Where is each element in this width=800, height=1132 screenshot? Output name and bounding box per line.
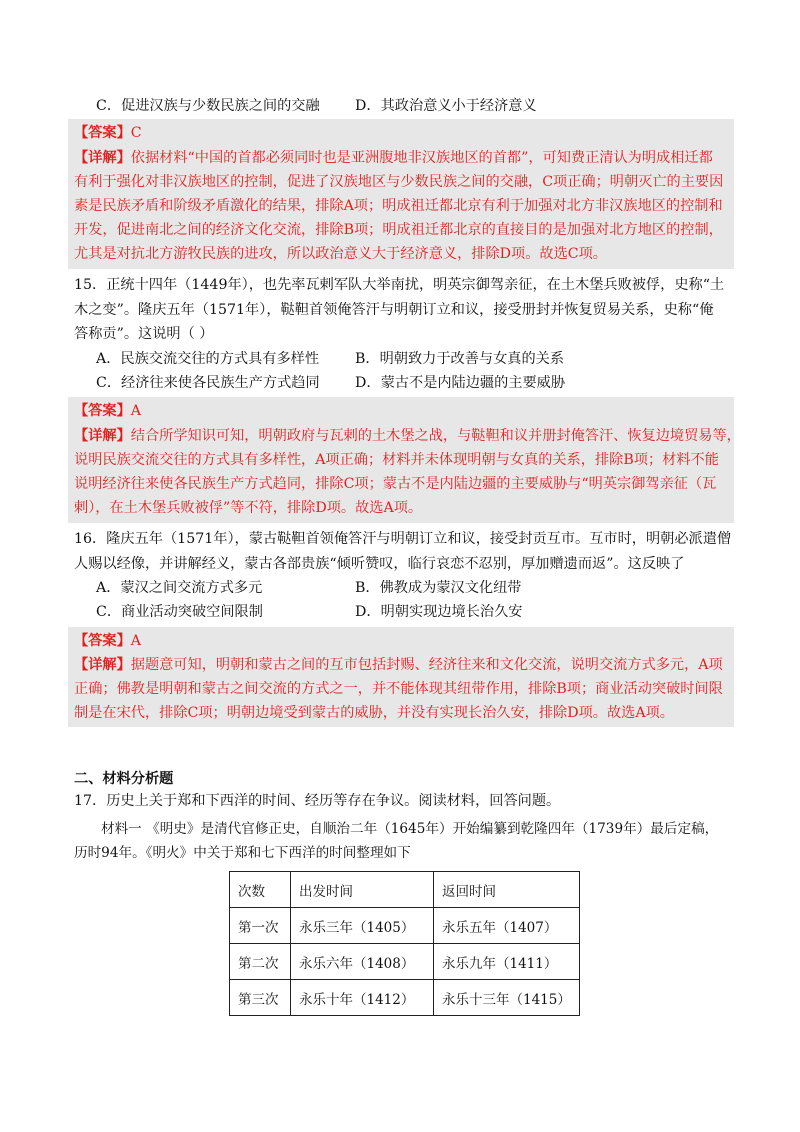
q15-stem-line-1: 15．正统十四年（1449年），也先率瓦剌军队大举南扰，明英宗御驾亲征，在土木堡兵败被俘，史称“土: [74, 277, 725, 293]
q14-detail-line-2: 有利于强化对非汉族地区的控制，促进了汉族地区与少数民族之间的交融，C项正确；明朝灭亡的主要因: [74, 174, 724, 190]
q15-option-b: B．明朝致力于改善与女真的关系: [355, 351, 565, 367]
q15-detail-line-1: 【详解】结合所学知识可知，明朝政府与瓦剌的土木堡之战，与鞑靼和议并册封俺答汗、恢复边境贸易等，: [74, 428, 741, 444]
q14-detail-line-5: 尤其是对抗北方游牧民族的进攻，所以政治意义大于经济意义，排除D项。故选C项。: [74, 246, 607, 262]
q14-detail-line-1: 【详解】依据材料“中国的首都必须同时也是亚洲腹地非汉族地区的首都”，可知费正清认为明成相迁都: [74, 150, 713, 166]
table-cell: 第三次: [230, 980, 291, 1016]
q17-material-line-2: 历时94年。《明火》中关于郑和七下西洋的时间整理如下: [74, 845, 411, 861]
q15-answer: A: [130, 403, 142, 419]
q17-material-line-1: 材料一 《明史》是清代官修正史，自顺治二年（1645年）开始编纂到乾隆四年（1739年）最后定稿，: [101, 821, 719, 837]
q15-option-c: C．经济往来使各民族生产方式趋同: [96, 375, 320, 391]
q16-option-c: C．商业活动突破空间限制: [96, 604, 263, 620]
q16-stem-line-2: 人赐以经像，并讲解经义，蒙古各部贵族“倾听赞叹，临行哀恋不忍别，厚加赠遗而返”。这反映了: [74, 556, 685, 572]
table-row: [230, 908, 580, 944]
q14-option-d: D．其政治意义小于经济意义: [355, 98, 537, 114]
q16-detail-line-2: 正确；佛教是明朝和蒙古之间交流的方式之一，并不能体现其纽带作用，排除B项；商业活动突破时间限: [74, 681, 723, 697]
q16-answer: A: [130, 633, 142, 649]
table-cell: 永乐六年（1408）: [291, 944, 434, 980]
answer-tag: 【答案】: [74, 125, 131, 141]
q15-answer-box: [68, 397, 741, 523]
q16-stem-line-1: 16．隆庆五年（1571年），蒙古鞑靼首领俺答汗与明朝订立和议，接受封贡互市。互市时，明朝必派遣僧: [74, 531, 732, 547]
q16-option-b: B．佛教成为蒙汉文化纽带: [355, 580, 522, 596]
detail-tag: 【详解】: [74, 150, 131, 166]
q15-detail-line-4: 剌），在土木堡兵败被俘”等不符，排除D项。故选A项。: [74, 500, 423, 516]
table-cell: 永乐十三年（1415）: [434, 980, 580, 1016]
table-cell: 永乐三年（1405）: [291, 908, 434, 944]
q16-option-d: D．明朝实现边境长治久安: [355, 604, 523, 620]
q16-answer-line: [74, 631, 141, 651]
q16-option-a: A．蒙汉之间交流方式多元: [96, 580, 263, 596]
table-cell: 第二次: [230, 944, 291, 980]
answer-tag: 【答案】: [74, 633, 131, 649]
table-header-row: [230, 872, 580, 908]
table-row: [230, 944, 580, 980]
q16-detail-line-3: 制是在宋代，排除C项；明朝边境受到蒙古的威胁，并没有实现长治久安，排除D项。故选A项。: [74, 705, 674, 721]
q16-answer-box: [68, 627, 734, 727]
table-header-cell: 返回时间: [434, 872, 580, 908]
q15-detail-line-2: 说明民族交流交往的方式具有多样性，A项正确；材料并未体现明朝与女真的关系，排除B项；材料不能: [74, 452, 719, 468]
q14-detail-line-4: 开发，促进南北之间的经济文化交流，排除B项；明成祖迁都北京的直接目的是加强对北方地区的控制，: [74, 222, 723, 238]
table-cell: 永乐十年（1412）: [291, 980, 434, 1016]
table-cell: 永乐五年（1407）: [434, 908, 580, 944]
table-row: [230, 980, 580, 1016]
q14-detail-line-3: 素是民族矛盾和阶级矛盾激化的结果，排除A项；明成祖迁都北京有利于加强对北方非汉族地区的控制和: [74, 198, 723, 214]
q15-option-a: A．民族交流交往的方式具有多样性: [96, 351, 320, 367]
q15-detail-line-3: 说明经济往来使各民族生产方式趋同，排除C项；蒙古不是内陆边疆的主要威胁与“明英宗御驾亲征（瓦: [74, 476, 717, 492]
detail-tag: 【详解】: [74, 428, 131, 444]
q15-stem-line-3: 答称贡”。这说明（ ）: [74, 326, 214, 342]
q14-answer-line: [74, 123, 142, 143]
voyage-table: [229, 871, 580, 1016]
q14-answer: C: [130, 125, 142, 141]
q17-stem: 17．历史上关于郑和下西洋的时间、经历等存在争议。阅读材料，回答问题。: [74, 793, 561, 809]
table-header-cell: 出发时间: [291, 872, 434, 908]
q15-stem-line-2: 木之变”。隆庆五年（1571年），鞑靼首领俺答汗与明朝订立和议，接受册封并恢复贸易关系，史称“俺: [74, 302, 714, 318]
detail-tag: 【详解】: [74, 657, 131, 673]
q14-answer-box: [68, 119, 734, 269]
table-cell: 永乐九年（1411）: [434, 944, 580, 980]
q16-detail-line-1: 【详解】据题意可知，明朝和蒙古之间的互市包括封赐、经济往来和文化交流，说明交流方式多元，A项: [74, 657, 723, 673]
q14-option-c: C．促进汉族与少数民族之间的交融: [96, 98, 320, 114]
q15-answer-line: [74, 401, 141, 421]
q15-option-d: D．蒙古不是内陆边疆的主要威胁: [355, 375, 566, 391]
section-title: 二、材料分析题: [74, 771, 174, 787]
table-cell: 第一次: [230, 908, 291, 944]
answer-tag: 【答案】: [74, 403, 131, 419]
table-header-cell: 次数: [230, 872, 291, 908]
